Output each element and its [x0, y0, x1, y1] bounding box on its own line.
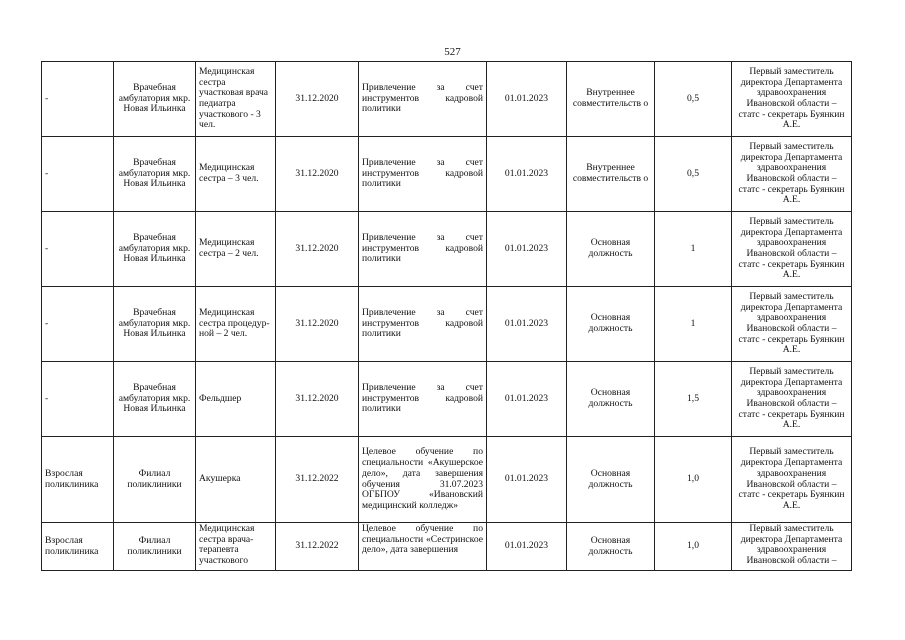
position-cell: Фельдшер [196, 362, 276, 437]
responsible-cell: Первый заместитель директора Департамента здравоохранения Ивановской области – [732, 523, 852, 571]
position-cell: Акушерка [196, 437, 276, 523]
method-cell: Привлечение за счет инструментов кадровой политики [359, 287, 487, 362]
table-row [42, 137, 852, 212]
employment-type-cell: Основная должность [567, 523, 655, 571]
date-cell: 31.12.2022 [276, 523, 359, 571]
page-number: 527 [444, 46, 461, 58]
department-cell: - [42, 287, 114, 362]
position-cell: Медицинская сестра – 2 чел. [196, 212, 276, 287]
unit-cell: Врачебная амбулатория мкр. Новая Ильинка [114, 287, 196, 362]
responsible-cell: Первый заместитель директора Департамента здравоохранения Ивановской области – статс - секретарь Буянкин А.Е. [732, 62, 852, 137]
position-cell: Медицинская сестра – 3 чел. [196, 137, 276, 212]
unit-cell: Врачебная амбулатория мкр. Новая Ильинка [114, 62, 196, 137]
department-cell: Взрослая поликлиника [42, 523, 114, 571]
method-cell: Привлечение за счет инструментов кадровой политики [359, 137, 487, 212]
unit-cell: Врачебная амбулатория мкр. Новая Ильинка [114, 212, 196, 287]
method-cell: Привлечение за счет инструментов кадровой политики [359, 362, 487, 437]
date-cell: 31.12.2020 [276, 137, 359, 212]
table-row [42, 212, 852, 287]
position-cell: Медицинская сестра врача-терапевта участкового [196, 523, 276, 571]
employment-type-cell: Основная должность [567, 212, 655, 287]
unit-cell: Филиал поликлиники [114, 523, 196, 571]
unit-cell: Врачебная амбулатория мкр. Новая Ильинка [114, 137, 196, 212]
rate-cell: 1 [655, 212, 732, 287]
responsible-cell: Первый заместитель директора Департамента здравоохранения Ивановской области – статс - секретарь Буянкин А.Е. [732, 137, 852, 212]
responsible-cell: Первый заместитель директора Департамента здравоохранения Ивановской области – статс - секретарь Буянкин А.Е. [732, 437, 852, 523]
start-date-cell: 01.01.2023 [487, 62, 567, 137]
start-date-cell: 01.01.2023 [487, 523, 567, 571]
staffing-table [41, 61, 852, 571]
employment-type-cell: Основная должность [567, 362, 655, 437]
rate-cell: 1,0 [655, 437, 732, 523]
date-cell: 31.12.2020 [276, 287, 359, 362]
responsible-cell: Первый заместитель директора Департамента здравоохранения Ивановской области – статс - секретарь Буянкин А.Е. [732, 212, 852, 287]
responsible-cell: Первый заместитель директора Департамента здравоохранения Ивановской области – статс - секретарь Буянкин А.Е. [732, 287, 852, 362]
department-cell: - [42, 137, 114, 212]
table-row [42, 523, 852, 571]
department-cell: - [42, 362, 114, 437]
table-row [42, 287, 852, 362]
position-cell: Медицинская сестра участковая врача педиатра участкового - 3 чел. [196, 62, 276, 137]
date-cell: 31.12.2020 [276, 362, 359, 437]
employment-type-cell: Основная должность [567, 287, 655, 362]
date-cell: 31.12.2020 [276, 62, 359, 137]
date-cell: 31.12.2020 [276, 212, 359, 287]
rate-cell: 0,5 [655, 62, 732, 137]
unit-cell: Врачебная амбулатория мкр. Новая Ильинка [114, 362, 196, 437]
table-row [42, 362, 852, 437]
rate-cell: 0,5 [655, 137, 732, 212]
department-cell: Взрослая поликлиника [42, 437, 114, 523]
department-cell: - [42, 212, 114, 287]
start-date-cell: 01.01.2023 [487, 137, 567, 212]
employment-type-cell: Внутреннее совместительств о [567, 137, 655, 212]
rate-cell: 1,5 [655, 362, 732, 437]
date-cell: 31.12.2022 [276, 437, 359, 523]
method-cell: Привлечение за счет инструментов кадровой политики [359, 212, 487, 287]
table-row [42, 437, 852, 523]
rate-cell: 1 [655, 287, 732, 362]
start-date-cell: 01.01.2023 [487, 287, 567, 362]
table-row [42, 62, 852, 137]
method-cell: Целевое обучение по специальности «Сестринское дело», дата завершения [359, 523, 487, 571]
employment-type-cell: Основная должность [567, 437, 655, 523]
start-date-cell: 01.01.2023 [487, 437, 567, 523]
method-cell: Привлечение за счет инструментов кадровой политики [359, 62, 487, 137]
start-date-cell: 01.01.2023 [487, 212, 567, 287]
start-date-cell: 01.01.2023 [487, 362, 567, 437]
department-cell: - [42, 62, 114, 137]
rate-cell: 1,0 [655, 523, 732, 571]
employment-type-cell: Внутреннее совместительств о [567, 62, 655, 137]
responsible-cell: Первый заместитель директора Департамента здравоохранения Ивановской области – статс - секретарь Буянкин А.Е. [732, 362, 852, 437]
unit-cell: Филиал поликлиники [114, 437, 196, 523]
position-cell: Медицинская сестра процедур-ной – 2 чел. [196, 287, 276, 362]
method-cell: Целевое обучение по специальности «Акушерское дело», дата завершения обучения 31.07.2023 ОГБПОУ «Ивановский медицинский колледж» [359, 437, 487, 523]
